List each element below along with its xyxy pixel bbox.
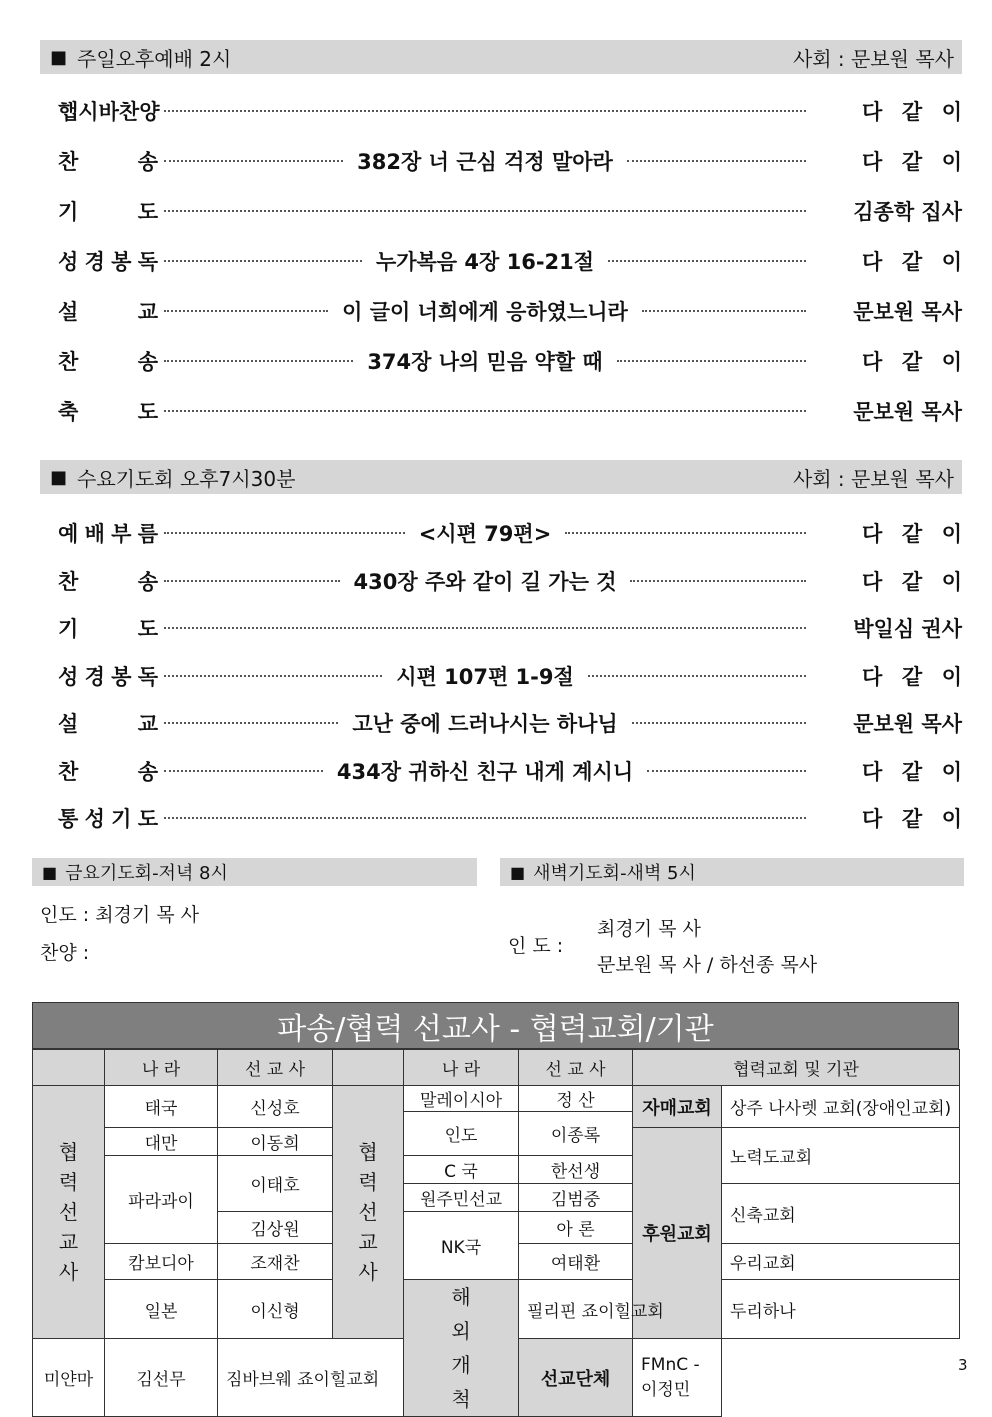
dotted-leader: [164, 722, 338, 724]
left-country: 일본: [105, 1280, 218, 1339]
order-detail: 374장 나의 믿음 약할 때: [367, 350, 603, 374]
wednesday-title: 수요기도회 오후7시30분: [77, 466, 296, 491]
mid-missionary: 여태환: [519, 1244, 633, 1280]
order-row: [58, 296, 962, 326]
left-missionary: 이동희: [218, 1128, 333, 1156]
header-country: 나 라: [404, 1050, 519, 1086]
order-detail: 이 글이 너희에게 응하였느니라: [342, 300, 628, 324]
order-row: [58, 96, 962, 126]
mission-org: FMnC - 이정민: [633, 1339, 722, 1417]
left-country: 미얀마: [33, 1339, 105, 1417]
dotted-leader: [565, 532, 806, 534]
mid-missionary: 김범중: [519, 1184, 633, 1212]
left-group-label: 협 력 선 교 사: [33, 1086, 105, 1339]
dotted-leader: [164, 160, 343, 162]
order-label: 통 성 기 도: [58, 807, 158, 831]
dotted-leader: [164, 360, 353, 362]
order-label: 성 경 봉 독: [58, 664, 158, 689]
header-churches: 협력교회 및 기관: [633, 1050, 960, 1086]
mid-country: 원주민선교: [404, 1184, 519, 1212]
dotted-leader: [164, 817, 806, 819]
order-person: 다 같 이: [862, 350, 962, 374]
order-person: 다 같 이: [862, 100, 962, 124]
friday-title: 금요기도회-저녁 8시: [65, 863, 228, 884]
order-person: 박일심 권사: [853, 617, 962, 641]
header-blank: [33, 1050, 105, 1086]
sister-church: 상주 나사렛 교회(장애인교회): [722, 1086, 960, 1128]
dotted-leader: [627, 160, 806, 162]
friday-praise: 찬양 :: [40, 942, 90, 964]
order-detail: 430장 주와 같이 길 가는 것: [353, 569, 617, 594]
support-church: 우리교회: [722, 1244, 960, 1280]
dotted-leader: [164, 310, 328, 312]
order-label: 성 경 봉 독: [58, 250, 158, 274]
wednesday-service-header: [40, 460, 962, 494]
mid-country: 인도: [404, 1112, 519, 1156]
order-row: [58, 196, 962, 226]
mid-missionary: 한선생: [519, 1156, 633, 1184]
order-person: 다 같 이: [862, 664, 962, 689]
mid-country: 말레이시아: [404, 1086, 519, 1112]
dotted-leader: [632, 722, 806, 724]
order-label: 설 교: [58, 712, 158, 736]
square-bullet-icon: ■: [42, 862, 58, 882]
order-label: 설 교: [58, 300, 158, 324]
dotted-leader: [164, 110, 806, 112]
dotted-leader: [647, 770, 806, 772]
mid-country: C 국: [404, 1156, 519, 1184]
header-blank: [333, 1050, 404, 1086]
left-country: 파라과이: [105, 1156, 218, 1244]
dawn-title: 새벽기도회-새벽 5시: [533, 863, 696, 884]
square-bullet-icon: ■: [50, 46, 68, 68]
dotted-leader: [608, 260, 806, 262]
friday-leader: 인도 : 최경기 목 사: [40, 904, 200, 926]
order-person: 김종학 집사: [853, 200, 962, 224]
left-missionary: 김선무: [105, 1339, 218, 1417]
order-person: 문보원 목사: [853, 300, 962, 324]
dotted-leader: [617, 360, 806, 362]
order-person: 다 같 이: [862, 150, 962, 174]
sunday-host: 사회 : 문보원 목사: [792, 46, 954, 71]
dotted-leader: [164, 410, 806, 412]
order-detail: 누가복음 4장 16-21절: [375, 250, 595, 274]
order-row: [58, 396, 962, 426]
dotted-leader: [164, 260, 362, 262]
dotted-leader: [642, 310, 806, 312]
order-detail: 434장 귀하신 친구 내게 계시니: [336, 759, 634, 784]
left-missionary: 이태호: [218, 1156, 333, 1212]
mid-missionary: 이종록: [519, 1112, 633, 1156]
support-church: 신축교회: [722, 1184, 960, 1244]
order-row: [58, 246, 962, 276]
mid-country: NK국: [404, 1212, 519, 1280]
missions-title: 파송/협력 선교사 - 협력교회/기관: [32, 1002, 959, 1049]
order-row: [58, 661, 962, 691]
order-label: 찬 송: [58, 150, 158, 174]
support-church-label: 후원교회: [633, 1128, 722, 1339]
order-row: [58, 346, 962, 376]
order-row: [58, 756, 962, 786]
left-missionary: 이신형: [218, 1280, 333, 1339]
header-missionary: 선 교 사: [218, 1050, 333, 1086]
order-row: [58, 518, 962, 548]
order-person: 다 같 이: [862, 250, 962, 274]
header-country: 나 라: [105, 1050, 218, 1086]
order-label: 예 배 부 름: [58, 522, 158, 546]
dotted-leader: [588, 675, 806, 677]
order-label: 기 도: [58, 200, 158, 224]
order-person: 문보원 목사: [853, 400, 962, 424]
order-label: 축 도: [58, 400, 158, 424]
mid-missionary: 아 론: [519, 1212, 633, 1244]
dotted-leader: [164, 770, 323, 772]
dawn-leader-2: 문보원 목 사 / 하선종 목사: [597, 954, 818, 976]
order-row: [58, 708, 962, 738]
dotted-leader: [164, 675, 382, 677]
left-missionary: 김상원: [218, 1212, 333, 1244]
dotted-leader: [164, 580, 340, 582]
order-detail: <시편 79편>: [418, 522, 552, 546]
order-label: 햅 시 바 찬 양: [58, 100, 160, 124]
overseas-church: 필리핀 죠이힐교회: [519, 1280, 722, 1339]
mid-group-label: 협 력 선 교 사: [333, 1086, 404, 1339]
left-country: 태국: [105, 1086, 218, 1128]
dotted-leader: [164, 627, 806, 629]
page-number: 3: [958, 1356, 968, 1374]
order-detail: 382장 너 근심 걱정 말아라: [357, 150, 613, 174]
square-bullet-icon: ■: [510, 862, 526, 882]
order-row: [58, 146, 962, 176]
order-row: [58, 613, 962, 643]
order-detail: 시편 107편 1-9절: [396, 664, 574, 689]
sunday-title: 주일오후예배 2시: [77, 46, 232, 71]
order-person: 다 같 이: [862, 569, 962, 594]
order-person: 다 같 이: [862, 522, 962, 546]
dawn-leader-label: 인 도 :: [508, 935, 564, 957]
dawn-header: [500, 858, 964, 886]
order-row: [58, 566, 962, 596]
wednesday-host: 사회 : 문보원 목사: [792, 466, 954, 491]
overseas-church: 짐바브웨 죠이힐교회: [218, 1339, 404, 1417]
square-bullet-icon: ■: [50, 466, 68, 488]
friday-header: [32, 858, 477, 886]
dotted-leader: [164, 532, 405, 534]
order-detail: 고난 중에 드러나시는 하나님: [352, 712, 618, 736]
order-person: 문보원 목사: [853, 712, 962, 736]
order-person: 다 같 이: [862, 807, 962, 831]
left-country: 캄보디아: [105, 1244, 218, 1280]
mid-missionary: 정 산: [519, 1086, 633, 1112]
missions-table: [32, 1049, 960, 1417]
header-missionary: 선 교 사: [519, 1050, 633, 1086]
dawn-leader-1: 최경기 목 사: [597, 918, 701, 940]
dotted-leader: [164, 210, 806, 212]
mission-org-label: 선교단체: [519, 1339, 633, 1417]
order-label: 찬 송: [58, 569, 158, 594]
sunday-service-header: [40, 40, 962, 74]
order-label: 찬 송: [58, 759, 158, 784]
support-church: 두리하나: [722, 1280, 960, 1339]
left-missionary: 조재찬: [218, 1244, 333, 1280]
left-missionary: 신성호: [218, 1086, 333, 1128]
order-label: 찬 송: [58, 350, 158, 374]
left-country: 대만: [105, 1128, 218, 1156]
support-church: 노력도교회: [722, 1128, 960, 1184]
sister-church-label: 자매교회: [633, 1086, 722, 1128]
overseas-group-label: 해 외 개 척: [404, 1280, 519, 1417]
order-person: 다 같 이: [862, 759, 962, 784]
dotted-leader: [630, 580, 806, 582]
order-row: [58, 803, 962, 833]
order-label: 기 도: [58, 617, 158, 641]
